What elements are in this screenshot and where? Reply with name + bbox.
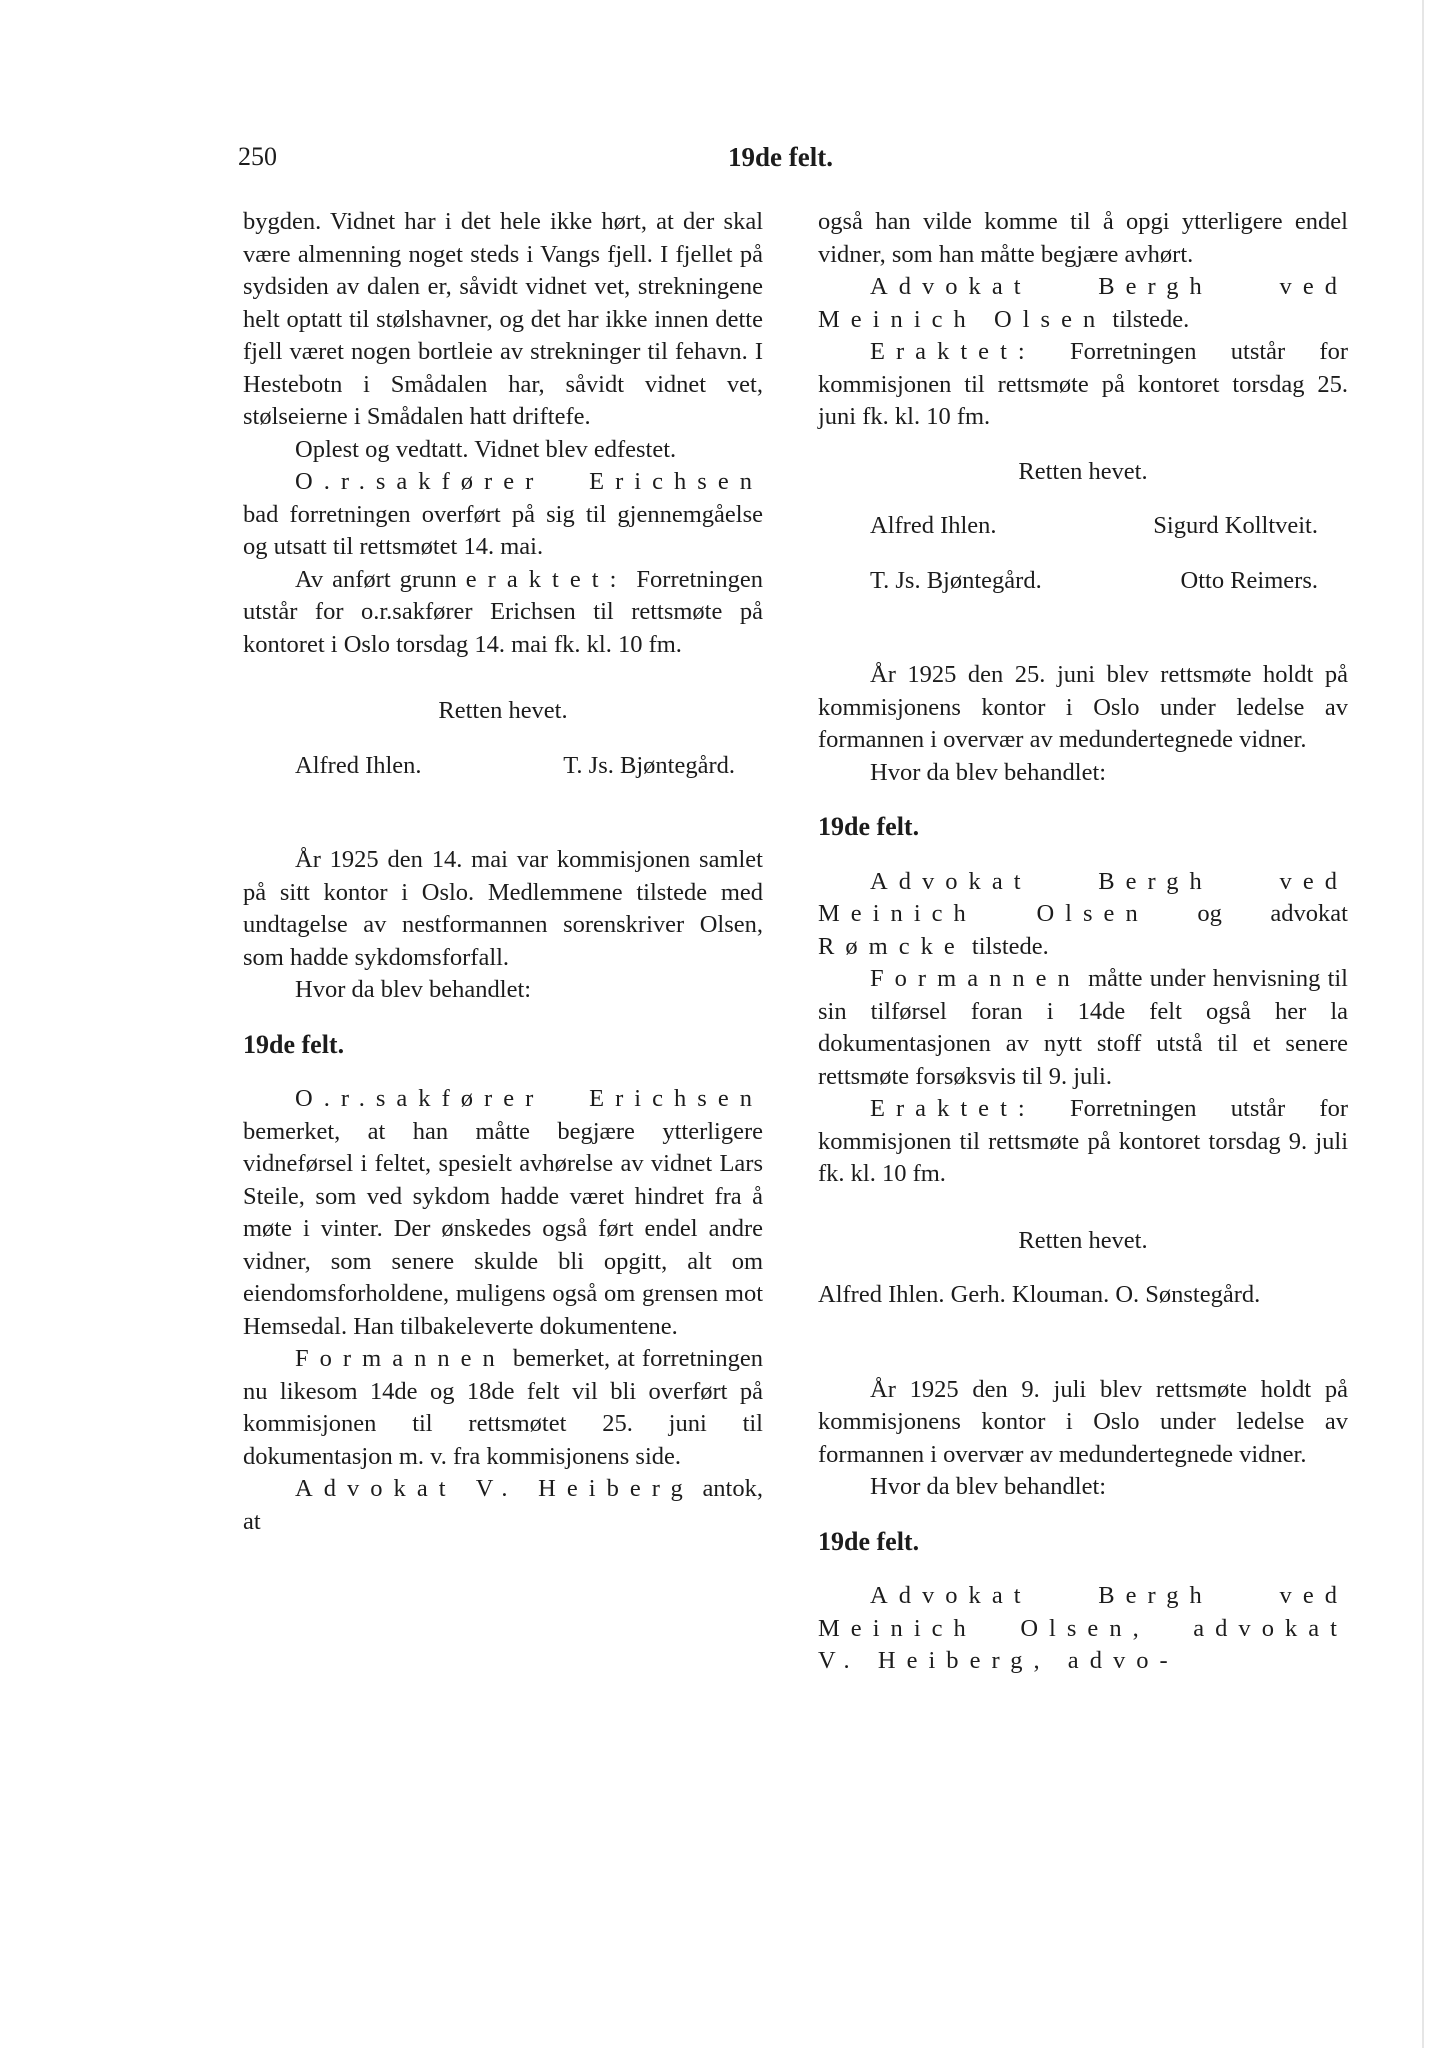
section-heading: 19de felt.	[818, 1526, 920, 1556]
paragraph	[818, 271, 1348, 336]
paragraph: Hvor da blev behandlet:	[870, 1473, 1107, 1500]
paragraph	[243, 1343, 763, 1473]
paragraph-text: Forretningen utstår for o.r.sakfører Erichsen til rettsmøte på kontoret i Oslo torsdag 14. mai fk. kl. 10 fm.	[243, 565, 763, 658]
paragraph	[818, 963, 1348, 1093]
spaced-name: Advokat V. Heiberg	[295, 1475, 694, 1502]
spaced-word: Eraktet:	[870, 1095, 1036, 1122]
paragraph-text: Forretningen utstår for kommisjonen til rettsmøte på kontoret torsdag 25. juni fk. kl. 10 fm.	[818, 338, 1348, 430]
court-adjourned: Retten hevet.	[1018, 1226, 1148, 1254]
spaced-name: Advokat Bergh ved Meinich Olsen	[818, 273, 1348, 333]
running-title: 19de felt.	[728, 142, 833, 172]
paragraph-text: tilstede.	[1106, 305, 1190, 333]
page-edge-line	[1422, 0, 1424, 2048]
paragraph: også han vilde komme til å opgi ytterligere endel vidner, som han måtte begjære avhørt.	[818, 208, 1348, 268]
section-heading: 19de felt.	[243, 1029, 345, 1059]
paragraph-text: Av anført grunn	[295, 565, 466, 593]
paragraph: bygden. Vidnet har i det hele ikke hørt, at der skal være almenning noget steds i Vangs fjell. I fjellet på sydsiden av dalen er, såvidt vidnet vet, strekningene helt optatt til stølshavner, og det har ikke innen dette fjell været nogen bortleie av strekninger til fehavn. I Hestebotn i Smådalen har, såvidt vidnet vet, stølseierne i Smådalen hatt driftefe.	[243, 208, 763, 430]
paragraph-text: Forretningen utstår for kommisjonen til rettsmøte på kontoret torsdag 9. juli fk. kl. 10 fm.	[818, 1095, 1348, 1187]
paragraph	[818, 1093, 1348, 1191]
paragraph: Oplest og vedtatt. Vidnet blev edfestet.	[295, 435, 677, 463]
signature: Alfred Ihlen.	[295, 751, 422, 779]
spaced-word: Eraktet:	[870, 338, 1036, 365]
section-heading: 19de felt.	[818, 812, 920, 841]
paragraph	[243, 564, 763, 662]
spaced-name: Advokat Bergh ved Meinich Olsen, advokat V. Heiberg, advo-	[818, 1582, 1348, 1674]
paragraph-text: antok, at	[243, 1475, 763, 1535]
paragraph: År 1925 den 14. mai var kommisjonen samlet på sitt kontor i Oslo. Medlemmene tilstede med undtagelse av nestformannen sorenskriver Olsen, som hadde sykdomsforfall.	[243, 846, 763, 971]
spaced-name: O.r.sakfører Erichsen	[295, 468, 763, 495]
page-header	[238, 142, 1258, 182]
paragraph: År 1925 den 25. juni blev rettsmøte holdt på kommisjonens kontor i Oslo under ledelse av formannen i overvær av medundertegnede vidner.	[818, 661, 1348, 753]
paragraph-text: og advokat	[1148, 900, 1348, 927]
spaced-word: eraktet:	[465, 565, 628, 593]
paragraph-text: tilstede.	[965, 932, 1049, 960]
paragraph	[818, 866, 1348, 964]
spaced-name: Formannen	[870, 965, 1081, 992]
paragraph	[243, 1473, 763, 1538]
paragraph-text: måtte under henvisning til sin tilførsel foran i 14de felt også her la dokumentasjonen av nytt stoff utstå til et senere rettsmøte forsøksvis til 9. juli.	[818, 965, 1348, 1090]
paragraph: År 1925 den 9. juli blev rettsmøte holdt på kommisjonens kontor i Oslo under ledelse av formannen i overvær av medundertegnede vidner.	[818, 1375, 1348, 1468]
spaced-name: Formannen	[295, 1345, 506, 1372]
paragraph-text: bemerket, at han måtte begjære ytterligere vidneførsel i feltet, spesielt avhørelse av vidnet Lars Steile, som ved sykdom hadde været hindret fra å møte i vinter. Der ønskedes også ført endel andre vidner, som senere skulde bli opgitt, alt om eiendomsforholdene, muligens også om grensen mot Hemsedal. Han tilbakeleverte dokumentene.	[243, 1117, 763, 1340]
signature: Alfred Ihlen.	[870, 512, 997, 539]
spaced-name: O.r.sakfører Erichsen	[295, 1085, 763, 1112]
paragraph	[243, 466, 763, 564]
signature-line	[243, 750, 763, 783]
paragraph: Hvor da blev behandlet:	[295, 976, 532, 1003]
paragraph-text: bad forretningen overført på sig til gjennemgåelse og utsatt til rettsmøtet 14. mai.	[243, 500, 763, 560]
signature: Otto Reimers.	[1180, 566, 1318, 594]
signature-line	[818, 510, 1348, 543]
signature: T. Js. Bjøntegård.	[563, 751, 735, 779]
left-column	[243, 206, 763, 1538]
right-column	[818, 206, 1348, 1678]
paragraph	[243, 1083, 763, 1343]
court-adjourned: Retten hevet.	[1018, 457, 1148, 485]
spaced-name: Rømcke	[818, 932, 966, 960]
signature: Sigurd Kolltveit.	[1153, 512, 1318, 539]
paragraph-text: bemerket, at forretningen nu likesom 14de og 18de felt vil bli overført på kommisjonen til rettsmøtet 25. juni til dokumentasjon m. v. fra kommisjonens side.	[243, 1345, 763, 1470]
signature-line	[818, 565, 1348, 598]
paragraph: Hvor da blev behandlet:	[870, 758, 1107, 786]
signature: T. Js. Bjøntegård.	[870, 566, 1042, 594]
paragraph	[818, 1580, 1348, 1678]
signature-line: Alfred Ihlen. Gerh. Klouman. O. Sønstegård.	[818, 1281, 1261, 1308]
spaced-name: Advokat Bergh ved Meinich Olsen	[818, 867, 1348, 927]
page-number: 250	[238, 142, 277, 171]
paragraph	[818, 336, 1348, 434]
court-adjourned: Retten hevet.	[438, 697, 568, 724]
